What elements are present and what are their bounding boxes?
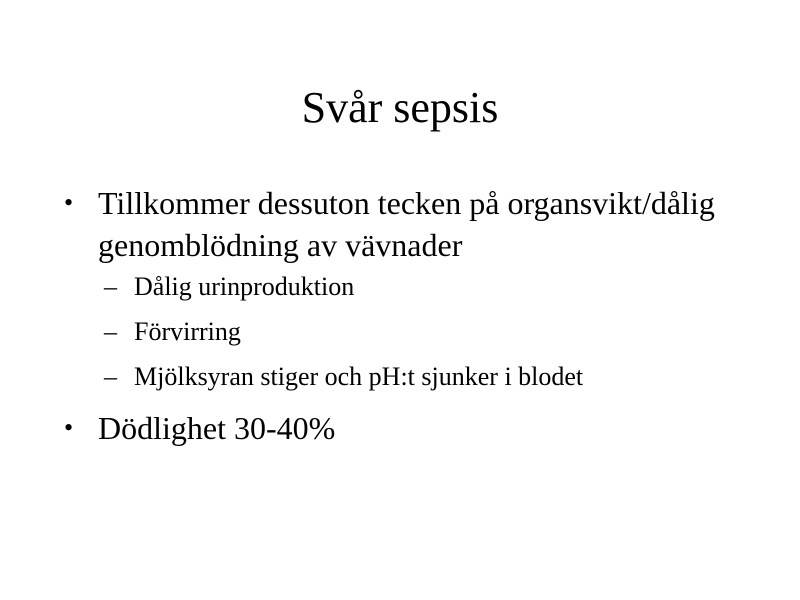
sub-bullet-list bbox=[60, 272, 760, 392]
sub-bullet-item bbox=[60, 362, 760, 392]
bullet-text: Tillkommer dessuton tecken på organsvikt/dålig genomblödning av vävnader bbox=[98, 185, 715, 263]
dash-marker: – bbox=[104, 272, 117, 301]
bullet-marker: • bbox=[64, 413, 74, 442]
slide-title: Svår sepsis bbox=[301, 83, 499, 132]
sub-bullet-text: Förvirring bbox=[134, 317, 241, 346]
bullet-text: Dödlighet 30-40% bbox=[98, 410, 336, 446]
bullet-list bbox=[60, 182, 760, 449]
sub-bullet-item bbox=[60, 272, 760, 302]
sub-bullet-item bbox=[60, 317, 760, 347]
bullet-item bbox=[60, 407, 760, 449]
bullet-marker: • bbox=[64, 188, 74, 217]
sub-bullet-text: Mjölksyran stiger och pH:t sjunker i blodet bbox=[134, 362, 584, 391]
dash-marker: – bbox=[104, 362, 117, 391]
bullet-item bbox=[60, 182, 760, 266]
sub-bullet-text: Dålig urinproduktion bbox=[134, 272, 355, 301]
dash-marker: – bbox=[104, 317, 117, 346]
